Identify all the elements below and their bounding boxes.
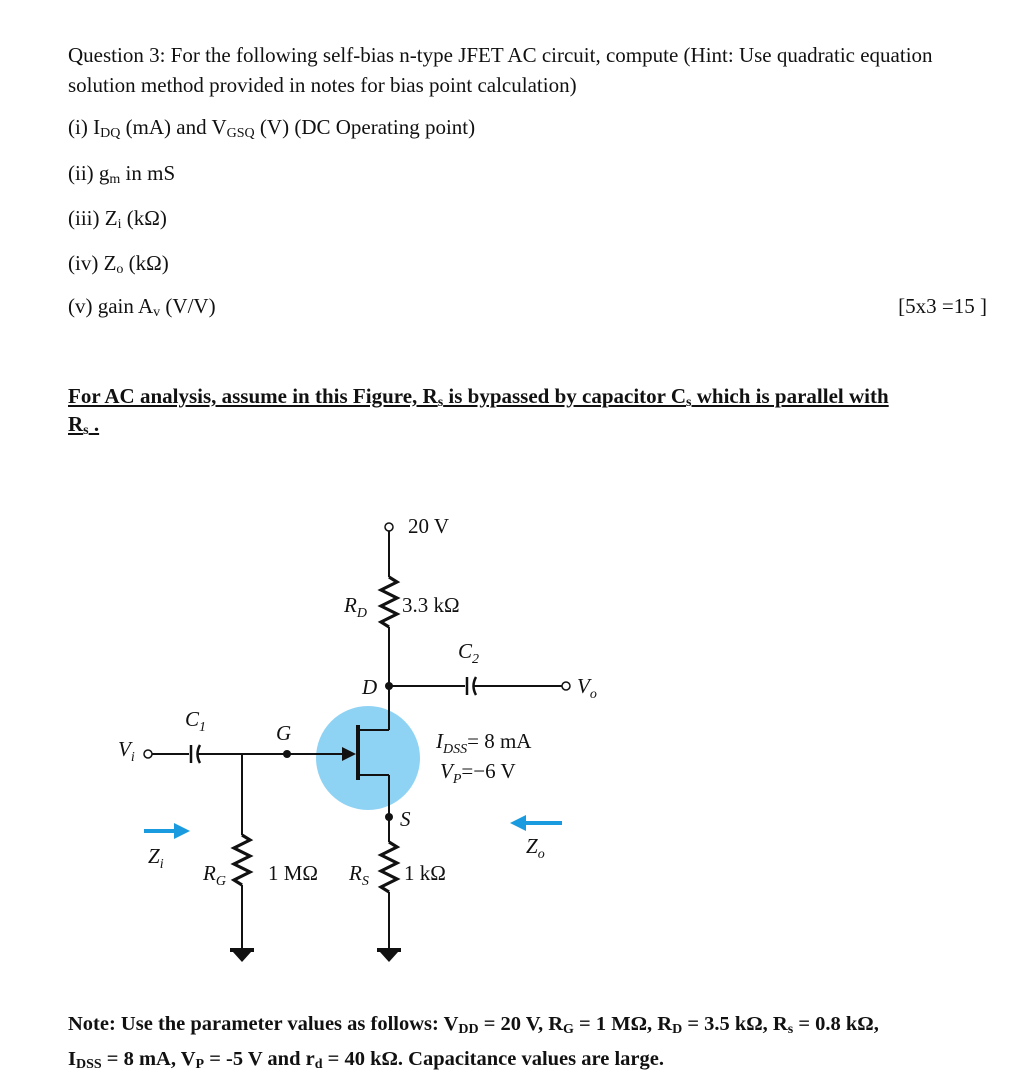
- question-item-1: (i) $I_{DQ}$ (mA) and $V_{GSQ}$ (V) (DC Operating point): [68, 115, 476, 141]
- zo-arrow-icon: [510, 815, 562, 831]
- rd-symbol: $R_D$: [344, 593, 367, 621]
- rs-symbol: $R_S$: [349, 861, 369, 889]
- rs-resistor: [381, 842, 397, 892]
- vdd-terminal: [385, 523, 393, 531]
- question-item-3: (iii) $Z_i$ (kΩ): [68, 206, 167, 232]
- rg-resistor: [234, 835, 250, 885]
- gate-node: [283, 750, 291, 758]
- rg-value: 1 MΩ: [268, 861, 319, 885]
- rd-value: 3.3 kΩ: [402, 593, 460, 617]
- c1-label: $C_1$: [185, 707, 207, 735]
- question-item-2: (ii) $g_m$ in mS: [68, 161, 176, 187]
- idss-label: $I_{DSS}= 8$ mA: [436, 729, 532, 757]
- drain-label: D: [362, 675, 378, 699]
- ac-note-line2: $R_s$ .: [68, 412, 100, 438]
- vp-label: $V_P=-6$ V: [440, 759, 516, 787]
- c2-label: $C_2$: [458, 639, 480, 667]
- vo-terminal: [562, 682, 570, 690]
- zi-arrow-icon: [144, 823, 190, 839]
- source-node: [385, 813, 393, 821]
- zo-label: $Z_o$: [526, 834, 545, 862]
- jfet-circle-highlight: [316, 706, 420, 810]
- rd-resistor: [381, 577, 397, 627]
- zi-label: $Z_i$: [148, 844, 164, 872]
- ground-symbol-rs: [377, 950, 401, 962]
- vi-terminal: [144, 750, 152, 758]
- vi-label: $V_i$: [118, 737, 135, 765]
- ac-note-line1: For AC analysis, assume in this Figure, $R_s$ is bypassed by capacitor $C_s$ which is parallel with: [68, 384, 889, 410]
- question-item-4: (iv) $Z_o$ (kΩ): [68, 251, 169, 277]
- gate-label: G: [276, 721, 292, 745]
- vo-label: $V_o$: [577, 674, 597, 702]
- rs-value: 1 kΩ: [404, 861, 446, 885]
- question-item-5: (v) gain $A_v$ (V/V): [68, 294, 216, 320]
- vdd-label: 20 V: [408, 514, 450, 538]
- marks-label: [5x3 =15 ]: [898, 294, 987, 318]
- source-label: S: [400, 807, 411, 831]
- ground-symbol-rg: [230, 950, 254, 962]
- rg-symbol: $R_G$: [203, 861, 226, 889]
- parameter-note: Note: Use the parameter values as follows: $V_{DD} = 20$ V, $R_G = 1$ MΩ, $R_D = 3.5$ kΩ, $R_s = 0.8$ kΩ, $I_{DSS} = 8$ mA, $V_P = -5$ V and $r_d = 40$ kΩ. Capacitance values are large.: [68, 1013, 879, 1072]
- question-title: Question 3: For the following self-bias n-type JFET AC circuit, compute (Hint: Use quadratic equation solution method provided in notes for bias point calculation): [68, 43, 933, 97]
